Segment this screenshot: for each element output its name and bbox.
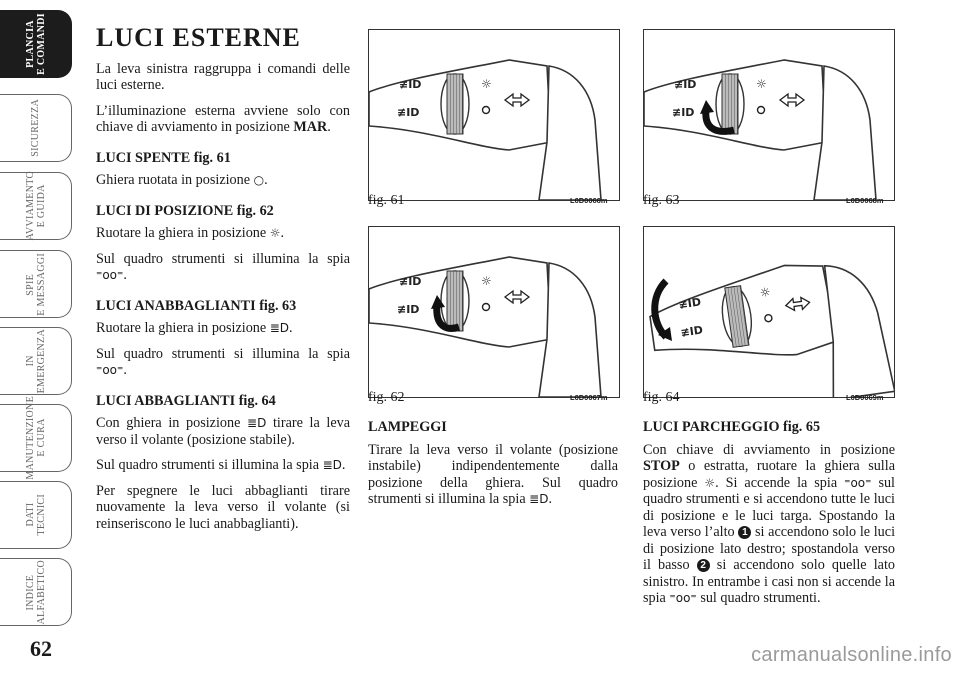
tab-dati-tecnici[interactable]: DATI TECNICI — [0, 481, 72, 549]
section-text: Per spegnere le luci abbaglianti tirare nuovamente la leva verso il volante (si reinseriscono le luci anabbaglianti). — [96, 482, 350, 532]
tab-spie-e-messaggi[interactable]: SPIE E MESSAGGI — [0, 250, 72, 318]
section-text: Tirare la leva verso il volante (posizione instabile) indipendentemente dalla posizione della ghiera. Sul quadro strumenti si illumina la spia ≣D. — [368, 441, 618, 507]
figure-61 — [368, 29, 620, 201]
section-title-abbaglianti: LUCI ABBAGLIANTI fig. 64 — [96, 392, 276, 409]
section-text: Ruotare la ghiera in posizione ☼. — [96, 225, 285, 241]
tab-in-emergenza[interactable]: IN EMERGENZA — [0, 327, 72, 395]
callout-2-badge: 2 — [697, 559, 710, 572]
high-beam-icon: ≣D — [322, 458, 342, 472]
left-column — [96, 23, 351, 541]
section-title-parcheggio: LUCI PARCHEGGIO fig. 65 — [643, 419, 821, 435]
callout-1-badge: 1 — [738, 526, 751, 539]
figure-caption: fig. 64 — [643, 390, 680, 405]
section-text: Sul quadro strumenti si illumina la spia ⁼oo⁼. — [96, 345, 350, 378]
tab-plancia-e-comandi[interactable]: PLANCIA E COMANDI — [0, 10, 72, 78]
side-lights-icon: ⁼oo⁼ — [844, 475, 872, 490]
page-title: LUCI ESTERNE — [96, 23, 301, 52]
figure-code: L0D0066m — [570, 196, 608, 205]
section-text: Ruotare la ghiera in posizione ≣D. — [96, 320, 293, 336]
low-beam-icon: ≣D — [269, 321, 290, 335]
section-title-lampeggi: LAMPEGGI — [368, 419, 447, 435]
section-title-anabbaglianti: LUCI ANABBAGLIANTI fig. 63 — [96, 297, 297, 314]
figure-caption: fig. 63 — [643, 193, 680, 208]
side-lights-icon: ⁼oo⁼ — [96, 268, 124, 282]
side-lights-icon: ⁼oo⁼ — [669, 591, 697, 605]
section-text: Con ghiera in posizione ≣D tirare la leva verso il volante (posizione stabile). — [96, 415, 351, 448]
section-text: Sul quadro strumenti si illumina la spia ⁼oo⁼. — [96, 250, 350, 283]
off-icon: ○ — [253, 173, 265, 187]
right-column — [643, 415, 895, 616]
chapter-sidebar — [0, 0, 76, 677]
side-lights-icon: ⁼oo⁼ — [96, 363, 124, 377]
figure-62 — [368, 226, 620, 398]
intro-paragraph: La leva sinistra raggruppa i comandi delle luci esterne. — [96, 60, 350, 93]
tab-manutenzione-e-cura[interactable]: MANUTENZIONE E CURA — [0, 404, 72, 472]
watermark: carmanualsonline.info — [751, 644, 952, 666]
tab-avviamento-e-guida[interactable]: AVVIAMENTO E GUIDA — [0, 172, 72, 240]
figure-63 — [643, 29, 895, 201]
tab-indice-alfabetico[interactable]: INDICE ALFABETICO — [0, 558, 72, 626]
section-text: Sul quadro strumenti si illumina la spia ≣D. — [96, 457, 346, 473]
figure-caption: fig. 61 — [368, 193, 405, 208]
middle-column — [368, 415, 618, 517]
figure-caption: fig. 62 — [368, 390, 405, 405]
sun-icon: ☼ — [269, 226, 281, 240]
low-beam-icon: ≣D — [247, 416, 267, 430]
figure-code: L0D0069m — [846, 393, 884, 402]
section-title-luci-posizione: LUCI DI POSIZIONE fig. 62 — [96, 202, 274, 219]
section-text: Ghiera ruotata in posizione ○. — [96, 172, 268, 188]
section-text: Con chiave di avviamento in posizione STOP o estratta, ruotare la ghiera sulla posizione ☼. Si accende la spia ⁼oo⁼ sul quadro strumenti e si accendono tutte le luci di posizione e le luci targa. Spostando la leva verso l’alto 1 si accendono solo le luci di posizione lato destro; spostandola verso il basso 2 si accendono solo quelle lato sinistro. In entrambe i casi non si accende la spia ⁼oo⁼ sul quadro strumenti. — [643, 441, 896, 606]
tab-sicurezza[interactable]: SICUREZZA — [0, 94, 72, 162]
sun-icon: ☼ — [704, 475, 716, 490]
intro-paragraph-2: L’illuminazione esterna avviene solo con chiave di avviamento in posizione MAR. — [96, 102, 350, 135]
figure-64 — [643, 226, 895, 398]
figure-code: L0D0068m — [846, 196, 884, 205]
high-beam-icon: ≣D — [529, 492, 549, 506]
section-title-luci-spente: LUCI SPENTE fig. 61 — [96, 149, 231, 166]
page-number: 62 — [30, 636, 52, 661]
figure-code: L0D0067m — [570, 393, 608, 402]
